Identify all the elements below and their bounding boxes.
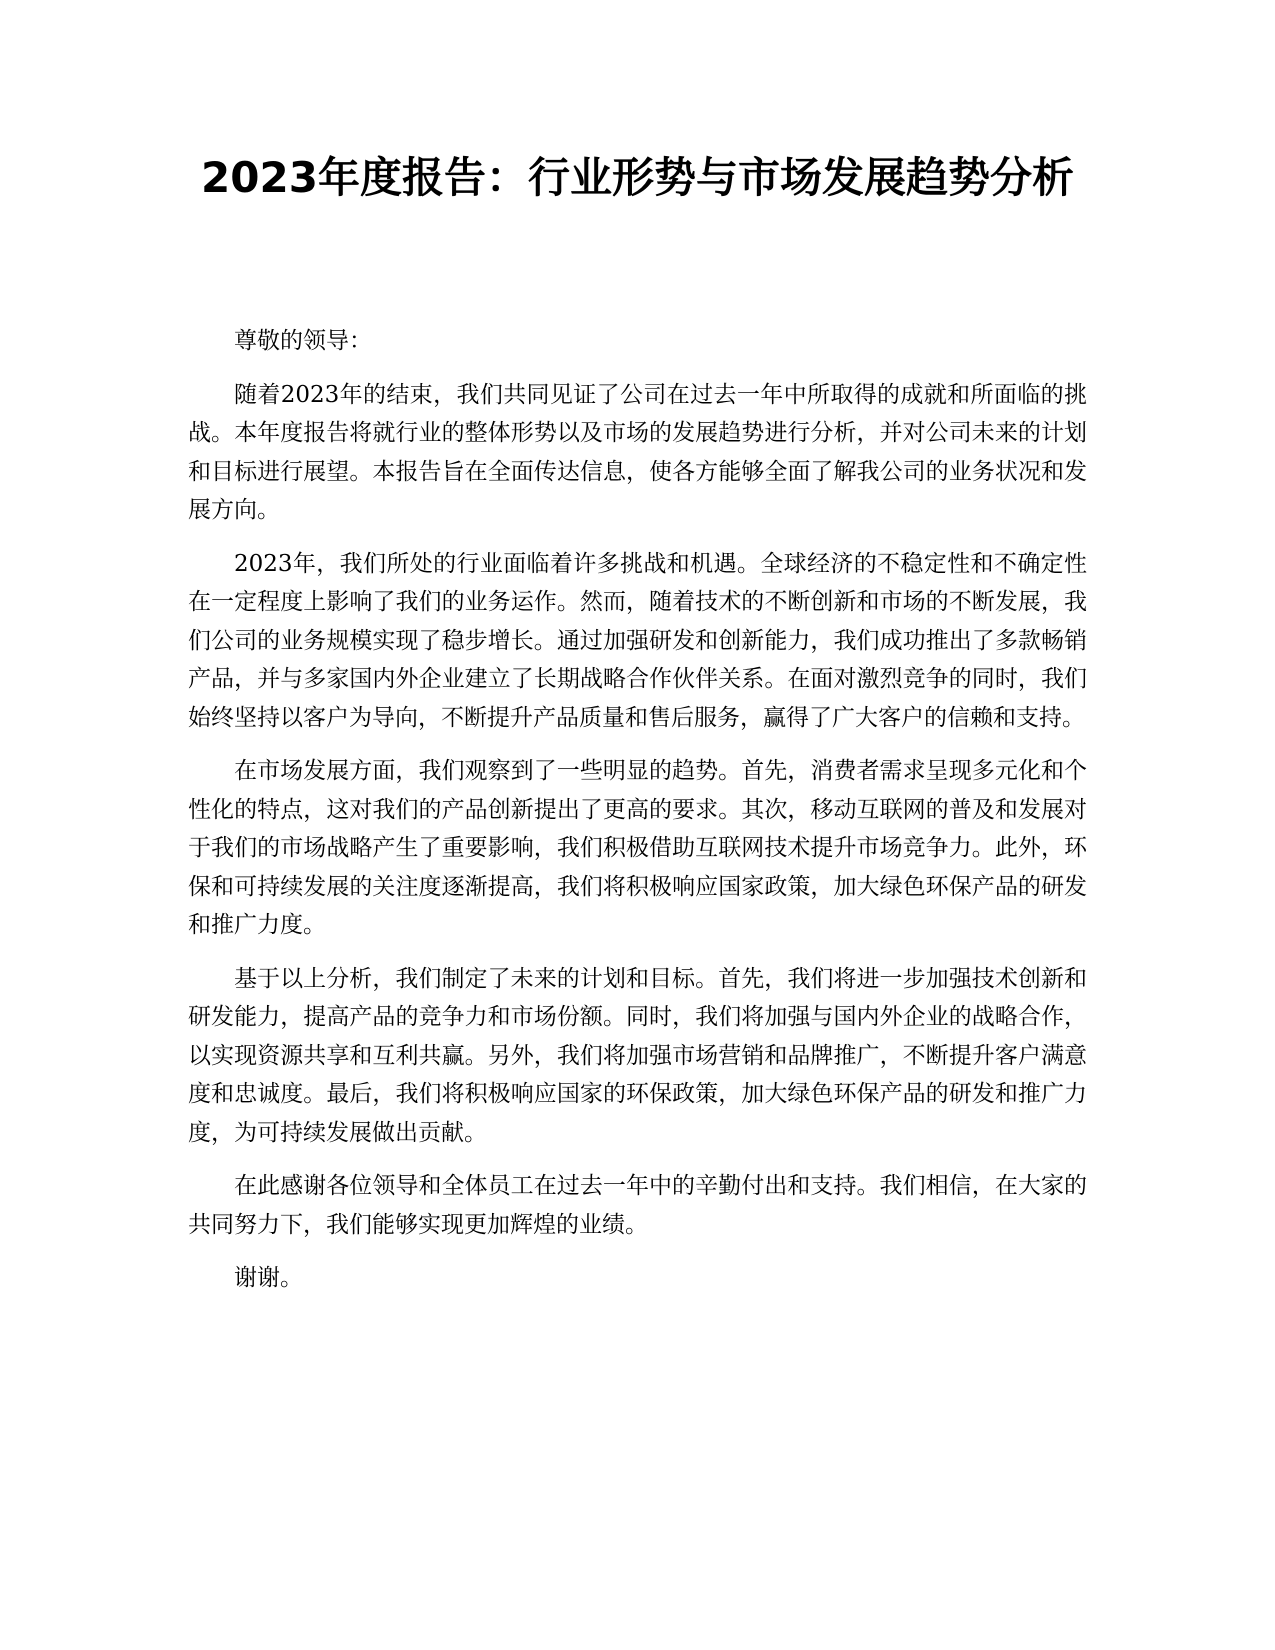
salutation: 尊敬的领导： — [234, 328, 372, 354]
paragraph-plans-goals: 基于以上分析，我们制定了未来的计划和目标。首先，我们将进一步加强技术创新和研发能力，提高产品的竞争力和市场份额。同时，我们将加强与国内外企业的战略合作，以实现资源共享和互利共赢。另外，我们将加强市场营销和品牌推广，不断提升客户满意度和忠诚度。最后，我们将积极响应国家的环保政策，加大绿色环保产品的研发和推广力度，为可持续发展做出贡献。 — [188, 965, 1087, 1146]
document-body — [188, 322, 1087, 1313]
paragraph-intro: 随着2023年的结束，我们共同见证了公司在过去一年中所取得的成就和所面临的挑战。本年度报告将就行业的整体形势以及市场的发展趋势进行分析，并对公司未来的计划和目标进行展望。本报告旨在全面传达信息，使各方能够全面了解我公司的业务状况和发展方向。 — [188, 381, 1087, 523]
document-title: 2023年度报告：行业形势与市场发展趋势分析 — [201, 153, 1074, 202]
paragraph-industry-situation: 2023年，我们所处的行业面临着许多挑战和机遇。全球经济的不稳定性和不确定性在一定程度上影响了我们的业务运作。然而，随着技术的不断创新和市场的不断发展，我们公司的业务规模实现了稳步增长。通过加强研发和创新能力，我们成功推出了多款畅销产品，并与多家国内外企业建立了长期战略合作伙伴关系。在面对激烈竞争的同时，我们始终坚持以客户为导向，不断提升产品质量和售后服务，赢得了广大客户的信赖和支持。 — [188, 550, 1087, 731]
closing: 谢谢。 — [234, 1265, 303, 1291]
paragraph-market-trends: 在市场发展方面，我们观察到了一些明显的趋势。首先，消费者需求呈现多元化和个性化的特点，这对我们的产品创新提出了更高的要求。其次，移动互联网的普及和发展对于我们的市场战略产生了重要影响，我们积极借助互联网技术提升市场竞争力。此外，环保和可持续发展的关注度逐渐提高，我们将积极响应国家政策，加大绿色环保产品的研发和推广力度。 — [188, 758, 1087, 938]
paragraph-thanks: 在此感谢各位领导和全体员工在过去一年中的辛勤付出和支持。我们相信，在大家的共同努力下，我们能够实现更加辉煌的业绩。 — [188, 1173, 1087, 1238]
